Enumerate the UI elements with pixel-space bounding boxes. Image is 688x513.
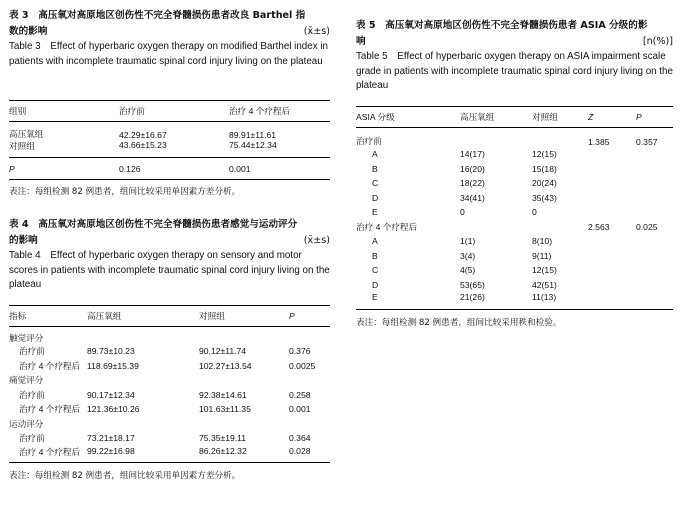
table5-caption-zh-line1: 表 5 高压氧对高原地区创伤性不完全脊髓损伤患者 ASIA 分级的影: [356, 20, 648, 31]
table4-cell: 90.17±12.34: [87, 389, 135, 400]
table4-cell: 治疗 4 个疗程后: [19, 404, 81, 415]
table5-cell: 42(51): [532, 279, 557, 290]
table5-cell: 20(24): [532, 178, 557, 189]
table5-header: 对照组: [532, 106, 588, 127]
table3-cell: 89.91±11.61: [229, 129, 277, 140]
table5-cell: C: [372, 265, 379, 276]
table5-cell: 35(43): [532, 192, 557, 203]
table5-cell: 9(11): [532, 250, 552, 261]
table5-header: Z: [588, 106, 636, 127]
table4-cell: 0.364: [289, 433, 311, 444]
table5-cell: 4(5): [460, 265, 476, 276]
table5-cell: 0.025: [636, 221, 658, 232]
table5-cell: 53(65): [460, 279, 485, 290]
table4-caption-zh-line1: 表 4 高压氧对高原地区创伤性不完全脊髓损伤患者感觉与运动评分: [9, 219, 298, 230]
table-row: [356, 278, 673, 293]
table5-cell: 3(4): [460, 250, 476, 261]
table4-cell: 90.12±11.74: [199, 346, 247, 357]
table4-cell: 治疗 4 个疗程后: [9, 446, 87, 463]
table5: [356, 106, 673, 310]
table3-header: 组别: [9, 101, 119, 122]
table-row: [9, 140, 330, 158]
table4-header: 高压氧组: [87, 305, 199, 326]
table-row: [9, 373, 330, 388]
table4-note: 表注：每组检测 82 例患者，组间比较采用单因素方差分析。: [9, 471, 241, 481]
table-row: [356, 147, 673, 162]
table5-cell: E: [372, 207, 378, 218]
table5-cell: 18(22): [460, 178, 485, 189]
table-row: [356, 162, 673, 177]
table5-cell: 0: [460, 207, 465, 218]
table-row: [9, 158, 330, 180]
table-row: [9, 326, 330, 344]
table3-caption-en: Table 3 Effect of hyperbaric oxygen therapy on modified Barthel index in patients with incomplete traumatic spinal cord injury living on the plateau: [9, 41, 328, 67]
table3-caption-zh: [9, 8, 330, 40]
table4-caption-zh-line2: 的影响: [9, 235, 38, 246]
table3: [9, 100, 330, 180]
table5-cell: 1.385: [588, 137, 610, 147]
table-row: [9, 359, 330, 374]
table5-cell: 14(17): [460, 149, 485, 160]
table4-cell: 86.26±12.32: [199, 446, 289, 463]
table4-caption-zh: [9, 217, 330, 249]
table-row: [356, 292, 673, 309]
table3-caption: [9, 8, 330, 78]
table-row: [356, 176, 673, 191]
table5-cell: 12(15): [532, 265, 557, 276]
table5-note: 表注：每组检测 82 例患者，组间比较采用秩和检验。: [356, 317, 562, 328]
table5-caption-en: Table 5 Effect of hyperbaric oxygen therapy on ASIA impairment scale grade in patients with incomplete traumatic spinal cord injury living on the plateau: [356, 51, 673, 91]
table4-cell: 89.73±10.23: [87, 346, 135, 357]
table4: [9, 305, 330, 464]
table4-cell: 0.258: [289, 389, 311, 400]
table5-caption-zh: [356, 18, 673, 50]
table4-caption-en: Table 4 Effect of hyperbaric oxygen therapy on sensory and motor scores in patients with incomplete traumatic spinal cord injury living on the plateau: [9, 250, 330, 290]
table4-header: P: [289, 305, 330, 326]
table5-cell: B: [372, 250, 378, 261]
table3-caption-zh-line1: 表 3 高压氧对高原地区创伤性不完全脊髓损伤患者改良 Barthel 指: [9, 10, 306, 21]
table5-cell: A: [372, 236, 378, 247]
table4-cell: 治疗前: [19, 389, 45, 400]
table5-cell: 0: [532, 207, 537, 218]
table-row: [9, 388, 330, 403]
table5-caption: [356, 18, 673, 94]
table5-header: ASIA 分级: [356, 106, 460, 127]
table-row: [356, 263, 673, 278]
table-row: [9, 344, 330, 359]
table4-cell: 92.38±14.61: [199, 389, 247, 400]
table5-cell: C: [372, 178, 379, 189]
table5-cell: 2.563: [588, 221, 610, 232]
table-row: [356, 249, 673, 264]
table4-group-label: 运动评分: [9, 418, 44, 429]
table4-cell: 101.63±11.35: [199, 404, 251, 415]
table3-p-label: P: [9, 158, 119, 180]
table5-cell: D: [372, 279, 379, 290]
table3-cell: 43.66±15.23: [119, 139, 167, 150]
table5-cell: D: [372, 192, 379, 203]
table5-cell: 11(13): [532, 292, 588, 309]
table-row: [356, 127, 673, 147]
table5-cell: E: [356, 292, 460, 309]
table4-cell: 0.001: [289, 404, 311, 415]
table4-cell: 治疗前: [19, 433, 45, 444]
table4-symbol: (x̄±s): [303, 235, 330, 246]
table5-cell: 16(20): [460, 163, 485, 174]
table3-note: 表注：每组检测 82 例患者，组间比较采用单因素方差分析。: [9, 187, 241, 197]
table5-cell: 0.357: [636, 137, 658, 147]
table4-cell: 0.376: [289, 346, 311, 357]
table3-cell: 42.29±16.67: [119, 129, 167, 140]
table3-symbol: (x̄±s): [303, 26, 330, 37]
table5-cell: 15(18): [532, 163, 557, 174]
left-column: [9, 8, 330, 481]
table-row: [356, 191, 673, 206]
table-row: [356, 220, 673, 235]
table4-cell: 治疗 4 个疗程后: [19, 360, 81, 371]
table5-empty: [460, 127, 532, 147]
table5-header: P: [636, 106, 673, 127]
table5-symbol: [n(%)]: [642, 36, 673, 47]
table5-cell: 8(10): [532, 236, 553, 247]
table3-caption-zh-line2: 数的影响: [9, 26, 48, 37]
table-row: [9, 122, 330, 140]
table3-cell: 75.44±12.34: [229, 139, 277, 150]
table3-header: 治疗前: [119, 101, 229, 122]
table4-cell: 102.27±13.54: [199, 360, 252, 371]
table3-header: 治疗 4 个疗程后: [229, 101, 330, 122]
table5-cell: 1(1): [460, 236, 476, 247]
table-row: [356, 205, 673, 220]
table5-cell: B: [372, 163, 378, 174]
table3-cell: 对照组: [9, 140, 35, 151]
table4-cell: 0.0025: [289, 360, 316, 371]
table4-header: 指标: [9, 305, 87, 326]
table4-cell: 118.69±15.39: [87, 360, 139, 371]
table5-cell: A: [372, 149, 378, 160]
right-column: [356, 18, 673, 328]
table-row: [9, 446, 330, 463]
table-row: [9, 431, 330, 446]
table-row: [356, 234, 673, 249]
table-row: [9, 402, 330, 417]
table4-cell: 121.36±10.26: [87, 404, 140, 415]
table4-cell: 73.21±18.17: [87, 433, 135, 444]
table4-caption: [9, 217, 330, 293]
table3-cell: 0.001: [229, 158, 330, 180]
table5-cell: 21(26): [460, 292, 532, 309]
table5-header: 高压氧组: [460, 106, 532, 127]
table4-cell: 0.028: [289, 446, 330, 463]
table5-group-label: 治疗 4 个疗程后: [356, 221, 418, 232]
table4-cell: 99.22±16.98: [87, 446, 199, 463]
table3-cell: 0.126: [119, 158, 229, 180]
table5-caption-zh-line2: 响: [356, 36, 366, 47]
table4-group-label: 痛觉评分: [9, 375, 44, 386]
table5-empty: [532, 127, 588, 147]
table5-group-label: 治疗前: [356, 136, 382, 146]
table-row: [9, 417, 330, 432]
table4-cell: 75.35±19.11: [199, 433, 247, 444]
table5-cell: 34(41): [460, 192, 485, 203]
table5-cell: 12(15): [532, 149, 557, 160]
table4-group-label: 触觉评分: [9, 333, 44, 343]
table3-cell: 高压氧组: [9, 128, 44, 139]
table4-cell: 治疗前: [19, 346, 45, 357]
table4-header: 对照组: [199, 305, 289, 326]
